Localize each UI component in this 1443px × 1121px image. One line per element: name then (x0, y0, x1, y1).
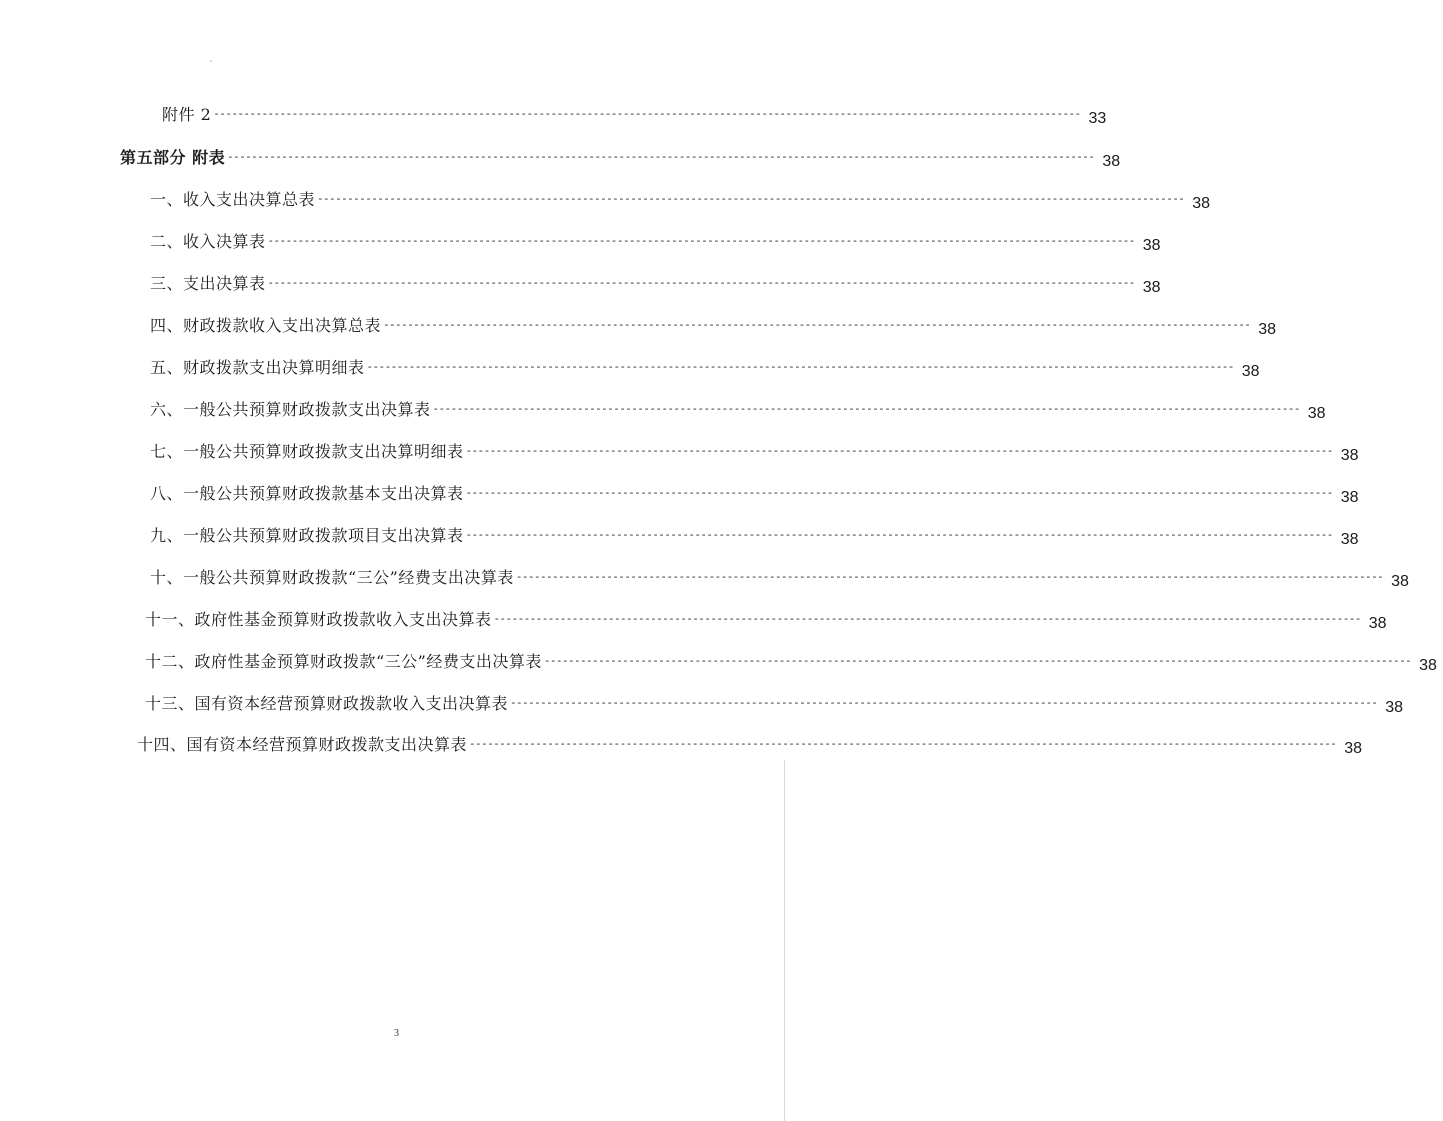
toc-entry-table-13 (145, 689, 1404, 716)
toc-entry-table-11 (145, 605, 1387, 632)
toc-leader-dashes: ------------------------------------------------------------------------------------------------------------------------------------------------ (383, 318, 1251, 331)
toc-leader-dashes: ------------------------------------------------------------------------------------------------------------------------------------------------ (432, 402, 1300, 415)
toc-leader-dashes: ------------------------------------------------------------------------------------------------------------------------------------------------ (515, 570, 1384, 583)
toc-entry-table-1 (150, 185, 1211, 212)
toc-leader-dashes: ------------------------------------------------------------------------------------------------------------------------------------------------ (227, 150, 1095, 163)
toc-entry-appendix-2 (162, 100, 1107, 127)
toc-entry-label: 六、一般公共预算财政拨款支出决算表 (150, 400, 431, 419)
toc-entry-page: 38 (1391, 573, 1409, 590)
toc-entry-table-8 (150, 479, 1359, 506)
toc-entry-label: 十二、政府性基金预算财政拨款“三公”经费支出决算表 (145, 652, 542, 671)
toc-entry-page: 38 (1142, 279, 1161, 296)
toc-entry-page: 38 (1368, 615, 1387, 632)
toc-entry-page: 38 (1258, 321, 1277, 338)
toc-entry-table-3 (150, 269, 1161, 296)
toc-entry-label: 一、收入支出决算总表 (150, 190, 316, 209)
toc-leader-dashes: ------------------------------------------------------------------------------------------------------------------------------------------------ (267, 276, 1135, 289)
toc-entry-label: 二、收入决算表 (150, 232, 266, 251)
toc-leader-dashes: ------------------------------------------------------------------------------------------------------------------------------------------------ (493, 612, 1361, 625)
toc-entry-table-7 (150, 437, 1359, 464)
toc-leader-dashes: ------------------------------------------------------------------------------------------------------------------------------------------------ (465, 528, 1333, 541)
toc-leader-dashes: ------------------------------------------------------------------------------------------------------------------------------------------------ (543, 654, 1412, 667)
toc-leader-dashes: ------------------------------------------------------------------------------------------------------------------------------------------------ (469, 737, 1337, 750)
toc-entry-page: 38 (1192, 195, 1211, 212)
toc-entry-label: 十、一般公共预算财政拨款“三公”经费支出决算表 (150, 568, 514, 587)
toc-entry-table-4 (150, 311, 1277, 338)
toc-entry-page: 38 (1241, 363, 1260, 380)
toc-entry-table-10 (150, 563, 1409, 590)
scan-artifact-speck (210, 60, 212, 62)
toc-entry-label: 十三、国有资本经营预算财政拨款收入支出决算表 (145, 694, 509, 713)
toc-entry-page: 38 (1344, 740, 1363, 757)
toc-leader-dashes: ------------------------------------------------------------------------------------------------------------------------------------------------ (465, 486, 1333, 499)
toc-entry-table-12 (145, 647, 1437, 674)
toc-entry-label: 十一、政府性基金预算财政拨款收入支出决算表 (145, 610, 492, 629)
toc-leader-dashes: ------------------------------------------------------------------------------------------------------------------------------------------------ (213, 107, 1081, 120)
toc-leader-dashes: ------------------------------------------------------------------------------------------------------------------------------------------------ (465, 444, 1333, 457)
toc-entry-label: 五、财政拨款支出决算明细表 (150, 358, 365, 377)
toc-entry-page: 38 (1340, 447, 1359, 464)
toc-entry-label: 附件 2 (162, 105, 212, 124)
toc-entry-page: 33 (1088, 110, 1107, 127)
toc-entry-label: 七、一般公共预算财政拨款支出决算明细表 (150, 442, 464, 461)
toc-leader-dashes: ------------------------------------------------------------------------------------------------------------------------------------------------ (510, 696, 1378, 709)
toc-leader-dashes: ------------------------------------------------------------------------------------------------------------------------------------------------ (317, 192, 1185, 205)
toc-entry-table-9 (150, 521, 1359, 548)
toc-entry-table-6 (150, 395, 1326, 422)
toc-entry-label: 三、支出决算表 (150, 274, 266, 293)
page-number: 3 (394, 1028, 399, 1039)
toc-entry-label: 四、财政拨款收入支出决算总表 (150, 316, 382, 335)
toc-entry-page: 38 (1102, 153, 1121, 170)
toc-entry-page: 38 (1419, 657, 1437, 674)
toc-entry-table-14 (137, 730, 1363, 757)
toc-entry-page: 38 (1340, 531, 1359, 548)
toc-entry-page: 38 (1340, 489, 1359, 506)
scan-artifact-line (784, 760, 785, 1121)
toc-entry-page: 38 (1385, 699, 1404, 716)
toc-entry-part-five (120, 143, 1121, 170)
toc-entry-table-5 (150, 353, 1260, 380)
toc-entry-label: 八、一般公共预算财政拨款基本支出决算表 (150, 484, 464, 503)
toc-entry-table-2 (150, 227, 1161, 254)
toc-entry-label: 九、一般公共预算财政拨款项目支出决算表 (150, 526, 464, 545)
toc-entry-label: 第五部分 附表 (120, 148, 226, 167)
toc-entry-page: 38 (1142, 237, 1161, 254)
toc-entry-label: 十四、国有资本经营预算财政拨款支出决算表 (137, 735, 468, 754)
toc-entry-page: 38 (1307, 405, 1326, 422)
toc-leader-dashes: ------------------------------------------------------------------------------------------------------------------------------------------------ (267, 234, 1135, 247)
toc-leader-dashes: ------------------------------------------------------------------------------------------------------------------------------------------------ (366, 360, 1234, 373)
